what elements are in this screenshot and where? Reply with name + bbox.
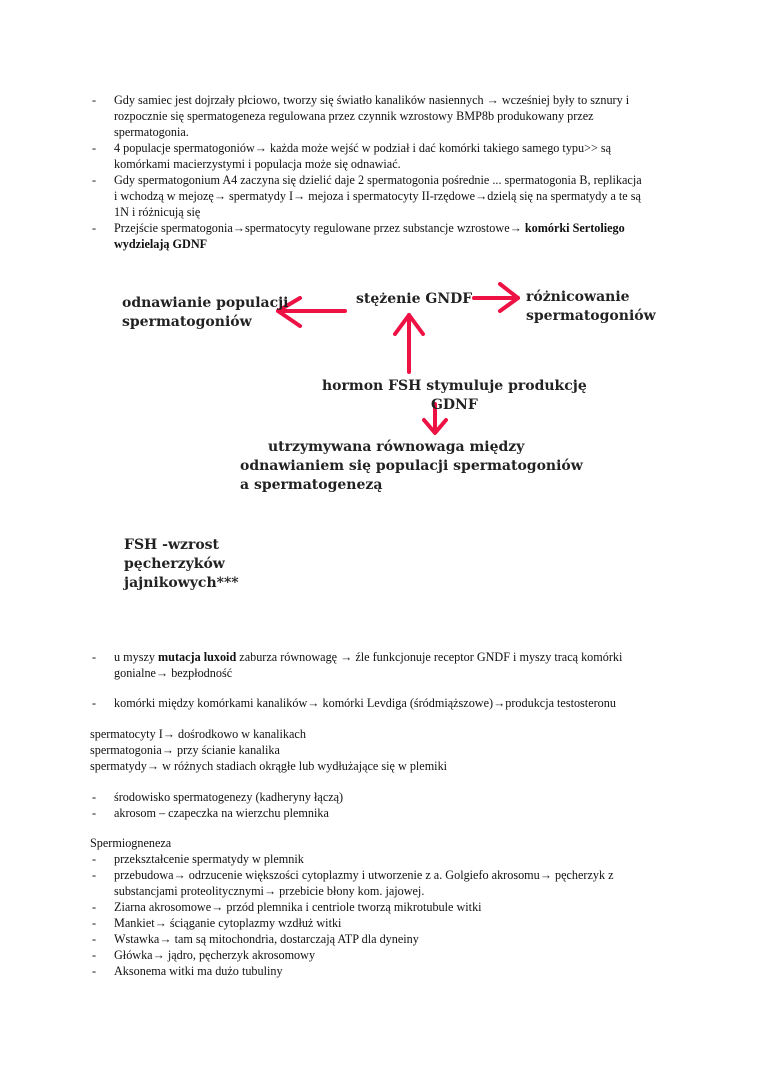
arrow-right bbox=[474, 284, 518, 311]
list-item: - Główka→ jądro, pęcherzyk akrosomowy bbox=[90, 947, 680, 963]
text-line: spermatydy→ w różnych stadiach okrągłe lub wydłużające się w plemiki bbox=[90, 759, 448, 773]
list-item: - przekształcenie spermatydy w plemnik bbox=[90, 851, 680, 867]
diagram-left-label: odnawianie populacji spermatogoniów bbox=[122, 295, 289, 330]
location-lines bbox=[90, 726, 680, 774]
list-item: - przebudowa→ odrzucenie większości cytoplazmy i utworzenie z a. Golgiefo akrosomu→ pęcherzyk z substancjami proteolitycznymi→ przebicie błony kom. jajowej. bbox=[90, 867, 680, 899]
spermiogenesis-section bbox=[90, 835, 680, 979]
list-item: - Mankiet→ ściąganie cytoplazmy wzdłuż witki bbox=[90, 915, 680, 931]
list-item: - 4 populacje spermatogoniów→ każda może wejść w podział i dać komórki takiego samego typu>> są komórkami macierzystymi i populacja może się odnawiać. bbox=[90, 140, 680, 172]
list-item: - Przejście spermatogonia→spermatocyty regulowane przez substancje wzrostowe→ komórki Sertoliego wydzielają GDNF bbox=[90, 220, 680, 252]
intro-list bbox=[90, 92, 680, 252]
list-item: - Wstawka→ tam są mitochondria, dostarczają ATP dla dyneiny bbox=[90, 931, 680, 947]
diagram-right-label: różnicowanie spermatogoniów bbox=[526, 289, 656, 324]
diagram-fsh-label: hormon FSH stymuluje produkcję GDNF bbox=[322, 378, 587, 413]
list-item: - u myszy mutacja luxoid zaburza równowagę → źle funkcjonuje receptor GNDF i myszy tracą komórki gonialne→ bezpłodność bbox=[90, 649, 680, 681]
fsh-note: FSH -wzrost pęcherzyków jajnikowych*** bbox=[124, 537, 239, 591]
list-item: - komórki między komórkami kanalików→ komórki Levdiga (śródmiąższowe)→produkcja testosteronu bbox=[90, 695, 680, 711]
section-title: Spermiogneneza bbox=[90, 836, 172, 850]
luxoid-list bbox=[90, 649, 680, 681]
leydig-list bbox=[90, 695, 680, 711]
list-item: - Gdy samiec jest dojrzały płciowo, tworzy się światło kanalików nasiennych → wcześniej były to sznury i rozpocznie się spermatogeneza regulowana przez czynnik wzrostowy BMP8b produkowany przez spermatogonia. bbox=[90, 92, 680, 140]
list-item: - środowisko spermatogenezy (kadheryny łączą) bbox=[90, 789, 680, 805]
diagram-center-label: stężenie GNDF bbox=[356, 291, 473, 307]
diagram-balance-label: utrzymywana równowaga między odnawianiem się populacji spermatogoniów a spermatogenezą bbox=[240, 439, 583, 493]
text-line: spermatogonia→ przy ścianie kanalika bbox=[90, 743, 280, 757]
list-item: - akrosom – czapeczka na wierzchu plemnika bbox=[90, 805, 680, 821]
list-item: - Gdy spermatogonium A4 zaczyna się dzielić daje 2 spermatogonia pośrednie ... spermatogonia B, replikacja i wchodzą w mejozę→ spermatydy I→ mejoza i spermatocyty II-rzędowe→dzielą się na spermatydy a te są 1N i różnicują się bbox=[90, 172, 680, 220]
list-item: - Ziarna akrosomowe→ przód plemnika i centriole tworzą mikrotubule witki bbox=[90, 899, 680, 915]
arrow-up bbox=[395, 315, 423, 372]
text-line: spermatocyty I→ dośrodkowo w kanalikach bbox=[90, 727, 306, 741]
list-item: - Aksonema witki ma dużo tubuliny bbox=[90, 963, 680, 979]
environment-list bbox=[90, 789, 680, 821]
